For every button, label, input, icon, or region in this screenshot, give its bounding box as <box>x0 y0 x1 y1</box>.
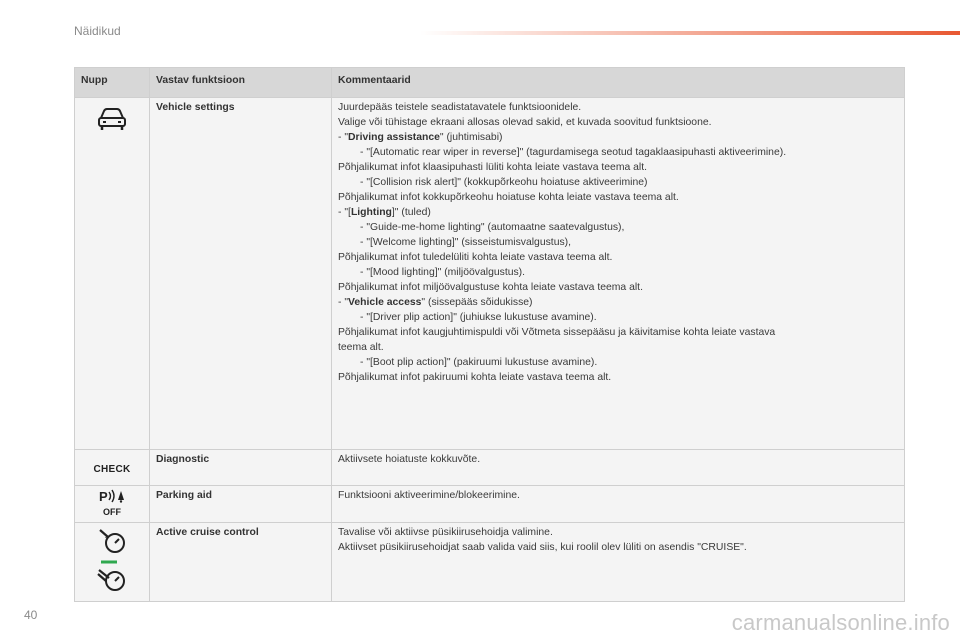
button-cell <box>75 523 150 602</box>
table-row <box>75 486 905 523</box>
comment-line: - "[Driver plip action]" (juhiukse lukustuse avamine). <box>360 312 597 323</box>
button-cell <box>75 98 150 450</box>
parking-aid-off-icon <box>97 488 127 518</box>
comment-line: teema alt. <box>338 342 384 353</box>
comments-cell <box>332 523 905 602</box>
comments-cell <box>332 450 905 486</box>
function-name: Diagnostic <box>150 450 332 486</box>
comment-line: Funktsiooni aktiveerimine/blokeerimine. <box>338 490 520 501</box>
vehicle-settings-icon <box>95 124 129 135</box>
comment-text: " (juhtimisabi) <box>439 132 503 143</box>
comment-line: Valige või tühistage ekraani allosas olevad sakid, et kuvada soovitud funktsioone. <box>338 117 712 128</box>
comment-line: - "[Collision risk alert]" (kokkupõrkeohu hoiatuse aktiveerimine) <box>360 177 648 188</box>
section-title: Näidikud <box>74 24 121 38</box>
comments-cell <box>332 486 905 523</box>
function-name: Parking aid <box>150 486 332 523</box>
cruise-control-icon <box>95 547 129 558</box>
table-row <box>75 450 905 486</box>
comment-text: - "[ <box>338 207 351 218</box>
svg-text:P: P <box>99 489 108 504</box>
comments-cell <box>332 98 905 450</box>
comment-line: - "Guide-me-home lighting" (automaatne saatevalgustus), <box>360 222 625 233</box>
comment-line: Aktiivsete hoiatuste kokkuvõte. <box>338 454 481 465</box>
check-icon: CHECK <box>93 464 131 475</box>
comment-line: - "[Automatic rear wiper in reverse]" (tagurdamisega seotud tagaklaasipuhasti aktiveerimine). <box>360 147 787 158</box>
watermark: carmanualsonline.info <box>731 610 950 635</box>
comment-line: Põhjalikumat infot miljöövalgustuse kohta leiate vastava teema alt. <box>338 282 643 293</box>
comment-emphasis: Driving assistance <box>348 132 440 143</box>
button-cell <box>75 450 150 486</box>
comment-line: Põhjalikumat infot kokkupõrkeohu hoiatuse kohta leiate vastava teema alt. <box>338 192 679 203</box>
button-cell <box>75 486 150 523</box>
comment-line: Põhjalikumat infot klaasipuhasti lüliti kohta leiate vastava teema alt. <box>338 162 647 173</box>
function-name: Vehicle settings <box>150 98 332 450</box>
column-header-comments: Kommentaarid <box>332 68 905 98</box>
comment-emphasis: Lighting <box>350 207 392 218</box>
comment-text: ]" (tuled) <box>391 207 431 218</box>
comment-text: - " <box>338 132 349 143</box>
comment-line: Aktiivset püsikiirusehoidjat saab valida vaid siis, kui roolil olev lüliti on asendis "CRUISE". <box>338 542 747 553</box>
table-row <box>75 523 905 602</box>
comment-line: Tavalise või aktiivse püsikiirusehoidja valimine. <box>338 527 553 538</box>
comment-text: " (sissepääs sõidukisse) <box>421 297 533 308</box>
controls-table <box>74 67 905 602</box>
comment-line: Põhjalikumat infot pakiruumi kohta leiate vastava teema alt. <box>338 372 612 383</box>
comment-line: Juurdepääs teistele seadistatavatele funktsioonidele. <box>338 102 582 113</box>
page-number: 40 <box>24 608 38 622</box>
comment-line: - "[Welcome lighting]" (sisseistumisvalgustus), <box>360 237 572 248</box>
comment-line <box>338 130 898 145</box>
comment-line <box>338 295 898 310</box>
comment-line: Põhjalikumat infot kaugjuhtimispuldi või Võtmeta sissepääsu ja käivitamise kohta leiate vastava <box>338 327 776 338</box>
off-label: OFF <box>103 507 121 517</box>
column-header-function: Vastav funktsioon <box>150 68 332 98</box>
function-name: Active cruise control <box>150 523 332 602</box>
table-header-row <box>75 68 905 98</box>
comment-line: - "[Mood lighting]" (miljöövalgustus). <box>360 267 526 278</box>
table-row <box>75 98 905 450</box>
comment-text: - " <box>338 297 349 308</box>
comment-line <box>338 205 898 220</box>
comment-line: Põhjalikumat infot tuledelüliti kohta leiate vastava teema alt. <box>338 252 613 263</box>
header-accent-bar <box>420 31 960 35</box>
active-cruise-control-icon <box>95 586 129 597</box>
comment-line: - "[Boot plip action]" (pakiruumi lukustuse avamine). <box>360 357 598 368</box>
column-header-button: Nupp <box>75 68 150 98</box>
comment-emphasis: Vehicle access <box>348 297 422 308</box>
